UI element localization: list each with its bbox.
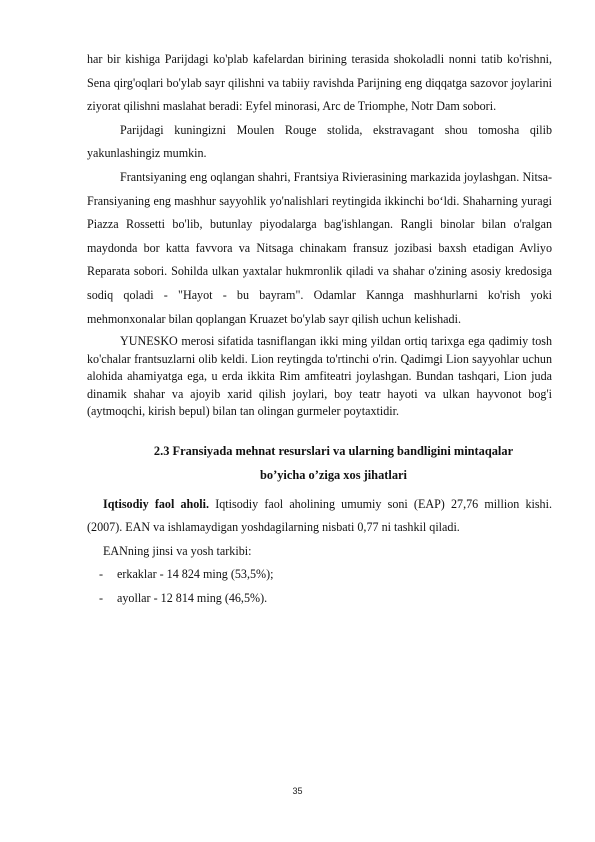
- active-population-text: Iqtisodiy faol aholining umumiy soni (EAP) 27,76 million kishi. (2007). EAN va ishlamaydigan yoshdagilarning nisbati 0,77 ni tashkil qiladi.: [87, 496, 552, 535]
- list-item-text: ayollar - 12 814 ming (46,5%).: [117, 591, 268, 605]
- list-bullet: -: [99, 567, 104, 582]
- document-page: [87, 48, 552, 611]
- gender-list: [87, 563, 552, 610]
- structure-caption: EANning jinsi va yosh tarkibi:: [103, 543, 252, 558]
- list-bullet: -: [99, 591, 104, 605]
- active-population-label: Iqtisodiy faol aholi.: [103, 496, 210, 511]
- paragraph-active-population: [87, 493, 552, 540]
- list-item-women: [87, 587, 552, 611]
- paragraph-paris-tips: har bir kishiga Parijdagi ko'plab kafelardan birining terasida shokoladli nonni tatib ko'rishni, Sena qirg'oqlari bo'ylab sayr qilishni va tabiiy ravishda Parijning eng diqqatga sazovor joylarini ziyorat qilishni maslahat beradi: Eyfel minorasi, Arc de Triomphe, Notr Dam sobori.: [87, 52, 552, 114]
- section-heading: [115, 439, 552, 487]
- paragraph-lyon: YUNESKO merosi sifatida tasniflangan ikki ming yildan ortiq tarixga ega qadimiy tosh ko'chalar frantsuzlarni olib keldi. Lion reytingda to'rtinchi o'rin. Qadimgi Lion sayyohlar uchun alohida ahamiyatga ega, u erda ikkita Rim amfiteatri joylashgan. Bundan tashqari, Lion juda dinamik shahar va ajoyib xarid qilish joylari, boy teatr hayoti va ulkan hayvonot bog'i (aytmoqchi, kirish bepul) bilan tan olingan gurmeler poytaxtidir.: [87, 334, 552, 419]
- section-heading-line-2: bo’yicha o’ziga xos jihatlari: [260, 467, 407, 482]
- page-number: 35: [292, 786, 303, 796]
- section-heading-line-1: 2.3 Fransiyada mehnat resurslari va ularning bandligini mintaqalar: [153, 443, 514, 458]
- list-item-men: [87, 563, 552, 587]
- paragraph-moulin-rouge: Parijdagi kuningizni Moulen Rouge stolida, ekstravagant shou tomosha qilib yakunlashingiz mumkin.: [87, 122, 552, 161]
- list-item-text: erkaklar - 14 824 ming (53,5%);: [117, 567, 274, 582]
- paragraph-nice: Frantsiyaning eng oqlangan shahri, Frantsiya Rivierasining markazida joylashgan. Nitsa- Fransiyaning eng mashhur sayyohlik yo'nalishlari reytingida ikkinchi bo‘ldi. Shaharning yuragi Piazza Rossetti bo'lib, butunlay piyodalarga bag'ishlangan. Rangli binolar bilan o'ralgan maydonda bor katta favvora va Nitsaga chinakam fransuz jozibasi baxsh etadigan Avliyo Reparata sobori. Sohilda ulkan yaxtalar hukmronlik qiladi va shahar o'zining asosiy kredosiga sodiq qoladi - "Hayot - bu bayram". Odamlar Kannga mashhurlarni ko'rish yoki mehmonxonalar bilan qoplangan Kruazet bo'ylab sayr qilish uchun kelishadi.: [87, 169, 552, 326]
